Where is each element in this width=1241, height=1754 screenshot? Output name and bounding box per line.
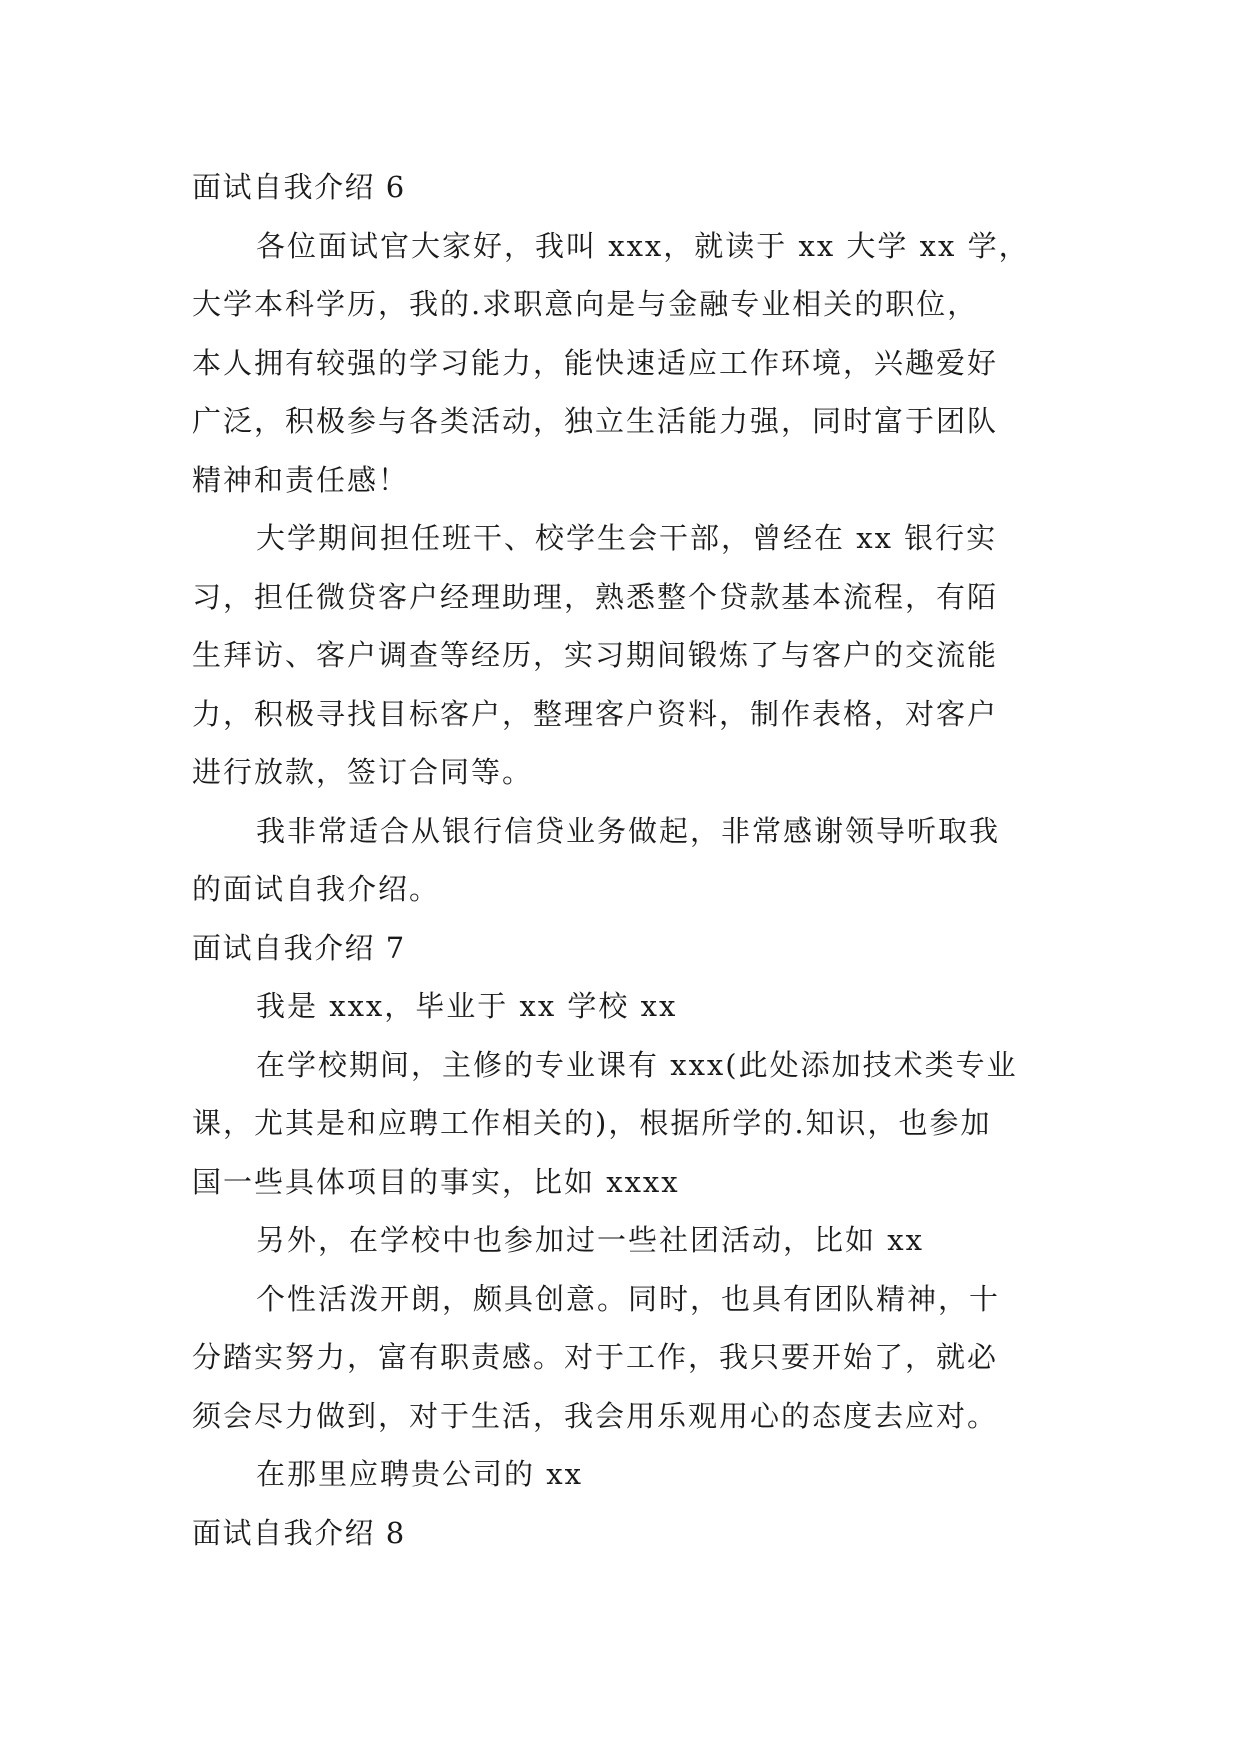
paragraph [192, 802, 1072, 919]
section-heading: 面试自我介绍 7 [192, 930, 406, 965]
text-line: 另外，在学校中也参加过一些社团活动，比如 xx [256, 1223, 924, 1257]
paragraph [192, 217, 1072, 510]
paragraph [192, 1270, 1072, 1446]
text-line: 进行放款，签订合同等。 [192, 755, 534, 789]
text-line: 力，积极寻找目标客户，整理客户资料，制作表格，对客户 [192, 696, 999, 731]
section-heading: 面试自我介绍 8 [192, 1515, 406, 1550]
text-line: 在那里应聘贵公司的 xx [256, 1457, 583, 1491]
text-line: 习，担任微贷客户经理助理，熟悉整个贷款基本流程，有陌 [192, 579, 999, 614]
text-line: 个性活泼开朗，颇具创意。同时，也具有团队精神，十 [256, 1281, 1001, 1316]
paragraph [192, 1445, 1072, 1504]
text-line: 大学本科学历，我的.求职意向是与金融专业相关的职位， [192, 287, 979, 321]
text-line: 广泛，积极参与各类活动，独立生活能力强，同时富于团队 [192, 404, 999, 438]
text-line: 的面试自我介绍。 [192, 872, 441, 906]
text-line: 课，尤其是和应聘工作相关的)，根据所学的.知识，也参加 [192, 1106, 992, 1140]
text-line: 我是 xxx，毕业于 xx 学校 xx [256, 989, 678, 1023]
text-line: 国一些具体项目的事实，比如 xxxx [192, 1164, 680, 1199]
paragraph [192, 977, 1072, 1036]
text-line: 各位面试官大家好，我叫 xxx，就读于 xx 大学 xx 学， [256, 228, 1030, 263]
text-line: 大学期间担任班干、校学生会干部，曾经在 xx 银行实 [256, 521, 998, 555]
text-line: 分踏实努力，富有职责感。对于工作，我只要开始了，就必 [192, 1340, 999, 1374]
paragraph [192, 509, 1072, 802]
text-line: 生拜访、客户调查等经历，实习期间锻炼了与客户的交流能 [192, 638, 999, 672]
paragraph [192, 1211, 1072, 1270]
document-page [192, 158, 1072, 1562]
text-line: 我非常适合从银行信贷业务做起，非常感谢领导听取我 [256, 813, 1001, 848]
text-line: 本人拥有较强的学习能力，能快速适应工作环境，兴趣爱好 [192, 345, 999, 380]
section-heading: 面试自我介绍 6 [192, 170, 406, 204]
text-line: 精神和责任感！ [192, 462, 410, 497]
text-line: 在学校期间，主修的专业课有 xxx(此处添加技术类专业 [256, 1047, 1018, 1082]
text-line: 须会尽力做到，对于生活，我会用乐观用心的态度去应对。 [192, 1398, 999, 1433]
paragraph [192, 1036, 1072, 1212]
